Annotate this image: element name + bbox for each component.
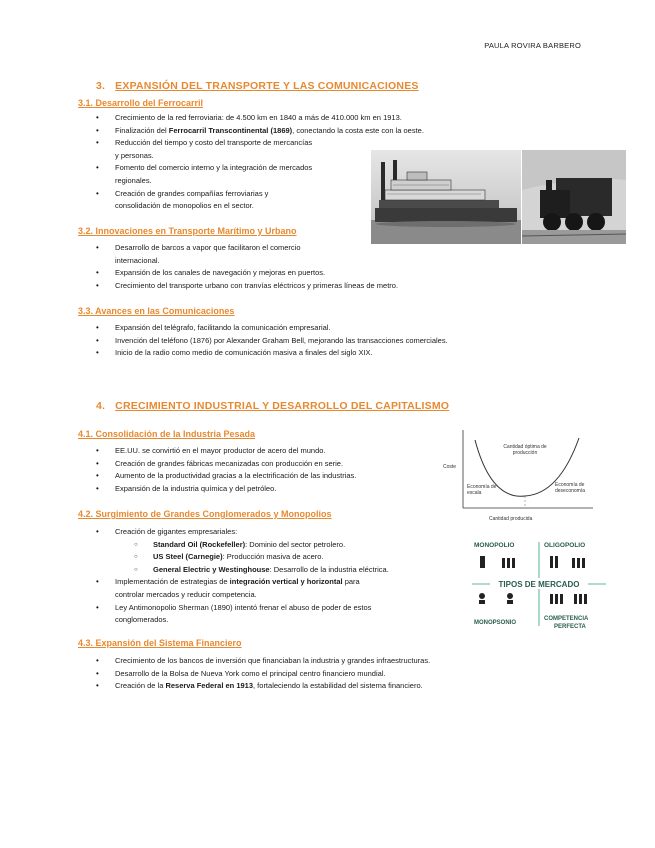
list-item: • Fomento del comercio interno y la integración de mercados regionales. (96, 162, 424, 187)
steamboat-photo (371, 150, 521, 244)
list-4-2 (96, 526, 389, 627)
list-item: • Aumento de la productividad gracias a la electrificación de las industrias. (96, 470, 356, 483)
section-4-heading: 4. CRECIMIENTO INDUSTRIAL Y DESARROLLO DEL CAPITALISMO (96, 400, 450, 412)
list-item: • Invención del teléfono (1876) por Alexander Graham Bell, mejorando las transacciones comerciales. (96, 335, 448, 348)
list-item: • EE.UU. se convirtió en el mayor productor de acero del mundo. (96, 445, 356, 458)
chart-xlabel: Cantidad producida (489, 516, 533, 522)
subsection-3-2-title: 3.2. Innovaciones en Transporte Marítimo y Urbano (78, 226, 297, 236)
subsection-3-1-title: 3.1. Desarrollo del Ferrocarril (78, 98, 204, 108)
list-item: • Crecimiento del transporte urbano con tranvías eléctricos y primeras líneas de metro. (96, 280, 398, 293)
sublist (134, 539, 389, 577)
author-name: PAULA ROVIRA BARBERO (484, 41, 581, 50)
list-item: • Creación de grandes fábricas mecanizadas con producción en serie. (96, 458, 356, 471)
subsection-4-3-title: 4.3. Expansión del Sistema Financiero (78, 638, 242, 648)
list-3-2 (96, 242, 398, 292)
chart-left-label: Economía de escala (467, 484, 497, 496)
market-types-title: TIPOS DE MERCADO (498, 580, 580, 589)
list-item: • Crecimiento de los bancos de inversión que financiaban la industria y grandes infraestructuras. (96, 655, 430, 668)
list-4-1 (96, 445, 356, 495)
market-monopsonio-label: MONOPSONIO (474, 620, 517, 626)
list-item: • Creación de grandes compañías ferroviarias y consolidación de monopolios en el sector. (96, 188, 424, 213)
list-item: • Crecimiento de la red ferroviaria: de 4.500 km en 1840 a más de 410.000 km en 1913. (96, 112, 424, 125)
locomotive-photo (522, 150, 626, 244)
list-item: • Implementación de estrategias de integración vertical y horizontal para controlar mercados y reducir competencia. (96, 576, 389, 601)
market-monopolio-label: MONOPOLIO (474, 542, 515, 549)
market-competencia-label: COMPETENCIA (544, 616, 589, 622)
list-item: ○ General Electric y Westinghouse: Desarrollo de la industria eléctrica. (134, 564, 389, 577)
section-3-heading: 3. EXPANSIÓN DEL TRANSPORTE Y LAS COMUNICACIONES (96, 80, 419, 92)
section-4-title: CRECIMIENTO INDUSTRIAL Y DESARROLLO DEL CAPITALISMO (115, 400, 450, 412)
list-item: • Expansión de la industria química y del petróleo. (96, 483, 356, 496)
list-3-3 (96, 322, 448, 360)
list-item: • Reducción del tiempo y costo del transporte de mercancías y personas. (96, 137, 424, 162)
list-item: • Creación de gigantes empresariales: ○ Standard Oil (Rockefeller): Dominio del sector petrolero. ○ US Steel (Carnegie): Producción masiva de acero. ○ General Electric y Westinghouse: Desarrollo de la industria eléctrica. (96, 526, 389, 576)
list-4-3 (96, 655, 430, 693)
list-item: ○ Standard Oil (Rockefeller): Dominio del sector petrolero. (134, 539, 389, 552)
list-item: • Ley Antimonopolio Sherman (1890) intentó frenar el abuso de poder de estos conglomerados. (96, 602, 389, 627)
list-item: • Creación de la Reserva Federal en 1913, fortaleciendo la estabilidad del sistema financiero. (96, 680, 430, 693)
chart-ylabel: Coste (443, 464, 457, 470)
list-item: • Inicio de la radio como medio de comunicación masiva a finales del siglo XIX. (96, 347, 448, 360)
list-item: ○ US Steel (Carnegie): Producción masiva de acero. (134, 551, 389, 564)
subsection-4-2-title: 4.2. Surgimiento de Grandes Conglomerados y Monopolios (78, 509, 332, 519)
subsection-4-1-title: 4.1. Consolidación de la Industria Pesada (78, 429, 256, 439)
section-3-title: EXPANSIÓN DEL TRANSPORTE Y LAS COMUNICACIONES (115, 80, 419, 92)
market-perfecta-label: PERFECTA (554, 624, 586, 630)
chart-center-label: Cantidad óptima de producción (503, 444, 547, 456)
list-item: • Desarrollo de barcos a vapor que facilitaron el comercio internacional. (96, 242, 398, 267)
subsection-3-3-title: 3.3. Avances en las Comunicaciones (78, 306, 235, 316)
chart-right-label: Economía de deseconomía (555, 482, 586, 494)
market-oligopolio-label: OLIGOPOLIO (544, 542, 586, 549)
list-item: • Expansión de los canales de navegación y mejoras en puertos. (96, 267, 398, 280)
cost-curve-diagram (441, 424, 597, 524)
list-item: • Finalización del Ferrocarril Transcontinental (1869), conectando la costa este con la oeste. (96, 125, 424, 138)
market-types-infographic (468, 538, 610, 630)
list-item: • Desarrollo de la Bolsa de Nueva York como el principal centro financiero mundial. (96, 668, 430, 681)
list-item: • Expansión del telégrafo, facilitando la comunicación empresarial. (96, 322, 448, 335)
